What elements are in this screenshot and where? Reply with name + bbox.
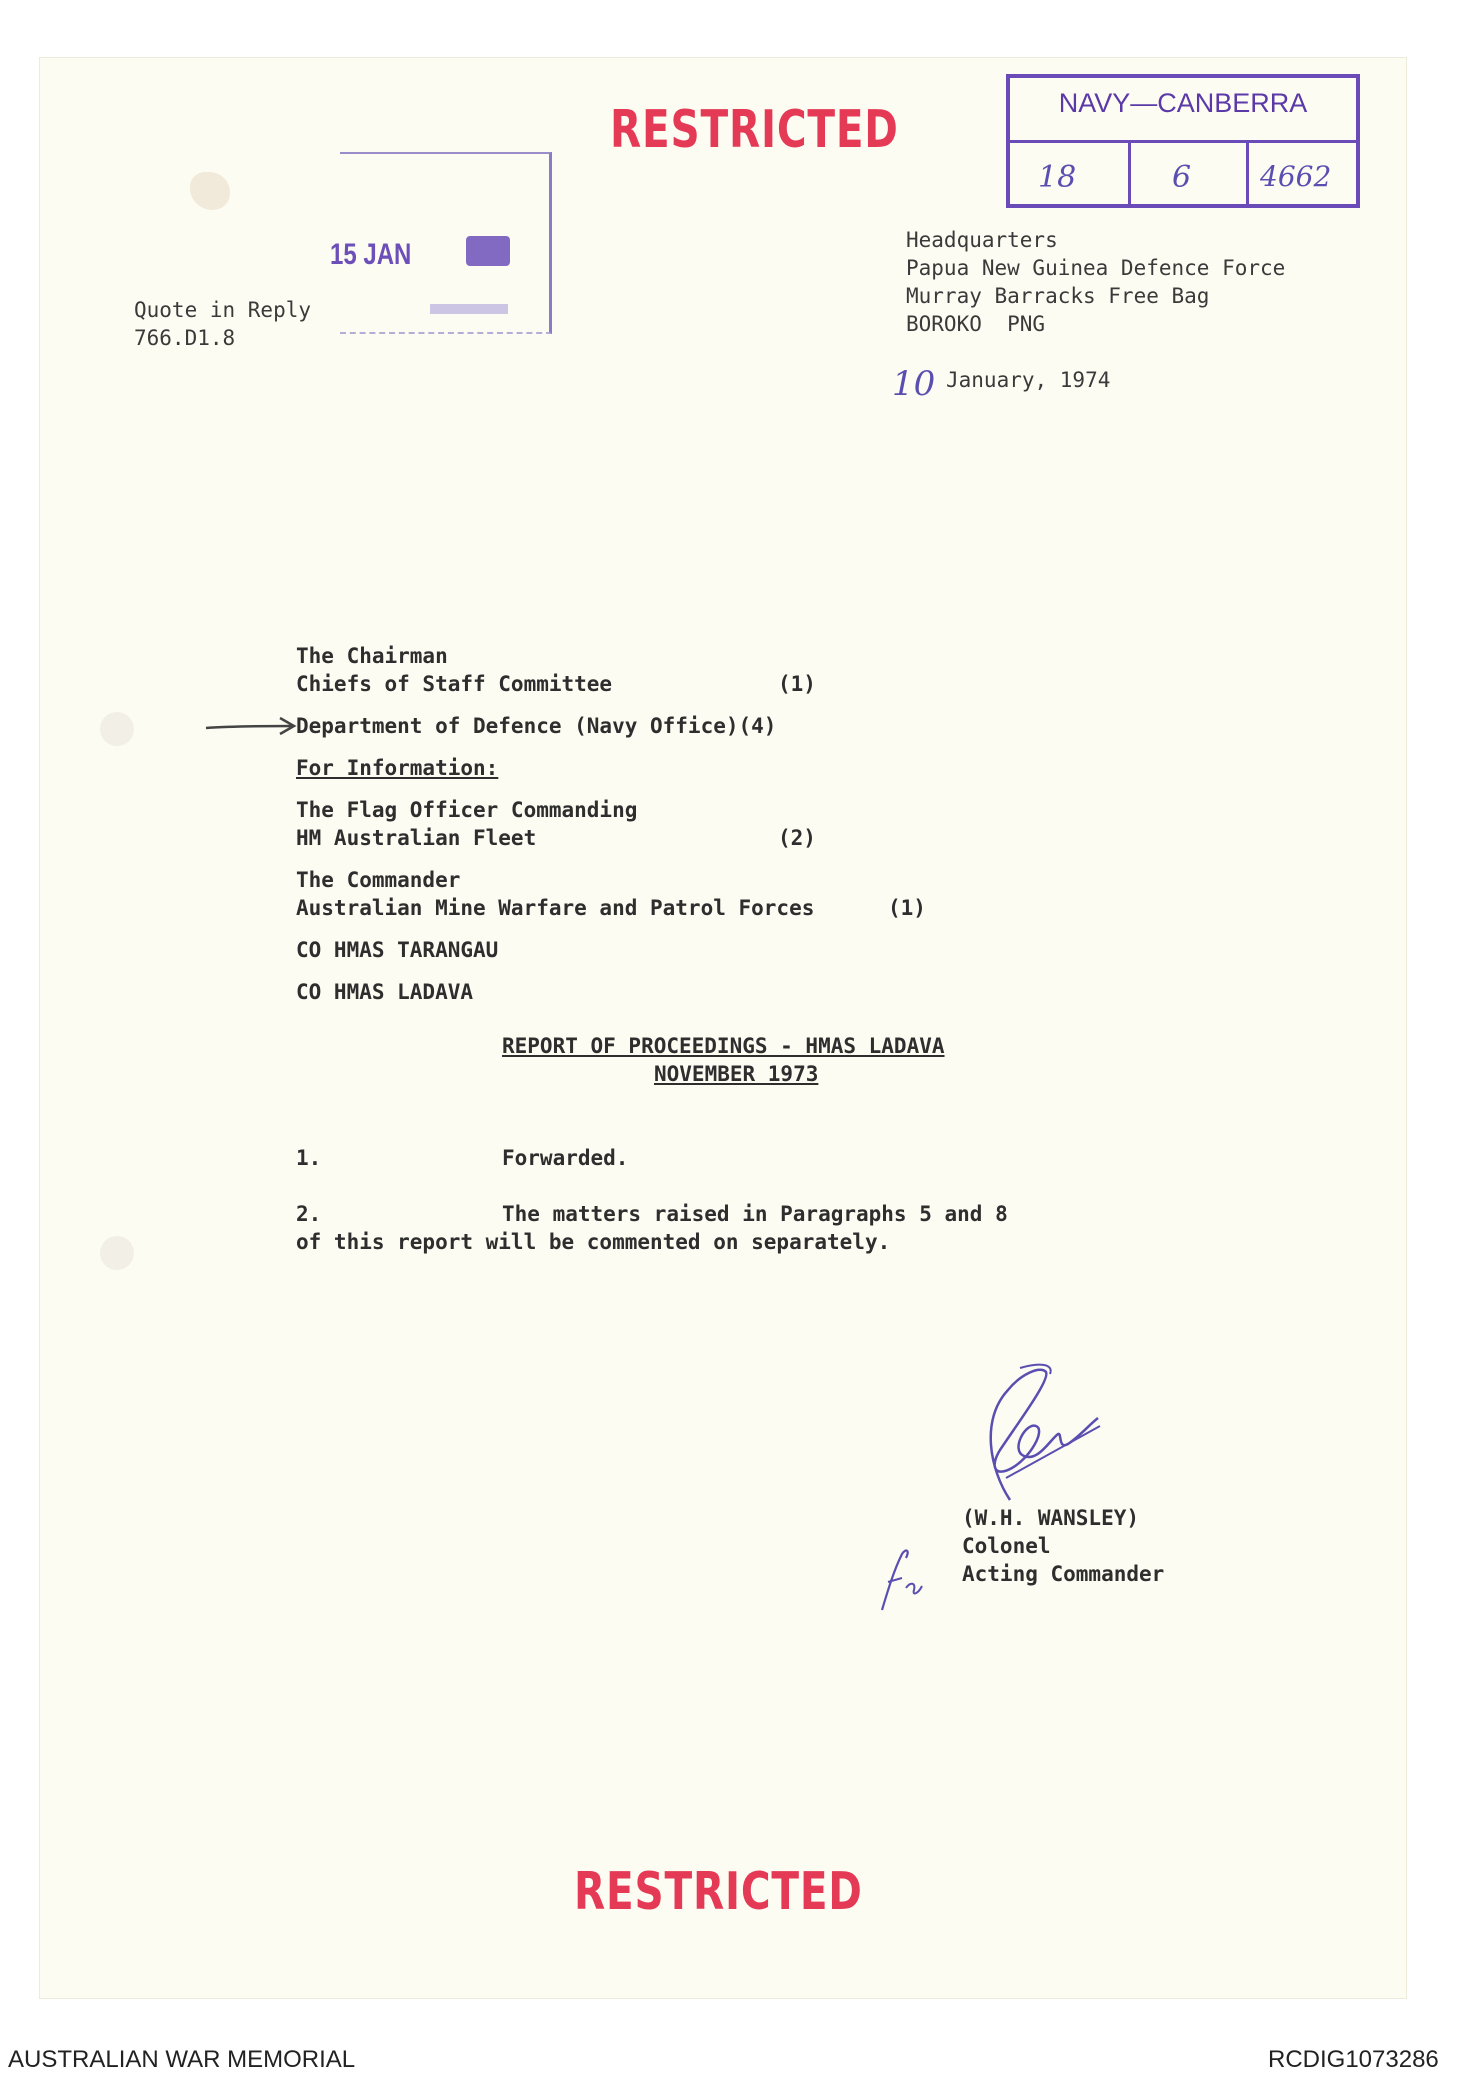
registry-stamp-title: NAVY—CANBERRA — [1058, 88, 1308, 118]
signatory-title: Acting Commander — [962, 1562, 1165, 1586]
restricted-stamp-bottom: RESTRICTED — [574, 1862, 863, 1922]
info-recipient-4: CO HMAS LADAVA — [296, 980, 474, 1004]
received-date: 15 JAN — [330, 238, 412, 271]
subject-line-1: REPORT OF PROCEEDINGS - HMAS LADAVA — [502, 1034, 945, 1058]
for-annotation-mark — [876, 1542, 936, 1614]
paragraph-1-text: Forwarded. — [502, 1146, 629, 1170]
reference-label: Quote in Reply — [134, 298, 312, 322]
address-line-1: Headquarters — [906, 228, 1058, 252]
address-line-2: Papua New Guinea Defence Force — [906, 256, 1286, 280]
recipient-line-2-copies: (1) — [778, 672, 816, 696]
signatory-name: (W.H. WANSLEY) — [962, 1506, 1140, 1530]
received-date-stamp — [330, 152, 552, 334]
registry-cell-1: 18 — [1038, 160, 1077, 195]
info-recipient-2a: The Commander — [296, 868, 461, 892]
recipient-line-1: The Chairman — [296, 644, 448, 668]
recipient-line-2: Chiefs of Staff Committee — [296, 672, 613, 696]
signatory-rank: Colonel — [962, 1534, 1051, 1558]
restricted-stamp-top: RESTRICTED — [610, 100, 899, 160]
arrow-pointer-icon — [204, 714, 298, 738]
info-recipient-1a: The Flag Officer Commanding — [296, 798, 638, 822]
reference-number: 766.D1.8 — [134, 326, 236, 350]
address-line-4: BOROKO PNG — [906, 312, 1046, 336]
registry-cell-2: 6 — [1172, 160, 1192, 195]
recipient-line-3: Department of Defence (Navy Office)(4) — [296, 714, 777, 738]
paragraph-2-text-line-1: The matters raised in Paragraphs 5 and 8 — [502, 1202, 1008, 1226]
info-recipient-3: CO HMAS TARANGAU — [296, 938, 499, 962]
date-text: January, 1974 — [946, 368, 1111, 392]
for-information-heading: For Information: — [296, 756, 499, 780]
punch-hole-lower — [100, 1236, 134, 1270]
punch-hole-upper — [100, 712, 134, 746]
info-recipient-2-copies: (1) — [888, 896, 926, 920]
paragraph-1-number: 1. — [296, 1146, 322, 1170]
handwritten-signature — [950, 1360, 1110, 1510]
info-recipient-1b: HM Australian Fleet — [296, 826, 537, 850]
info-recipient-2b: Australian Mine Warfare and Patrol Forces — [296, 896, 815, 920]
paragraph-2-number: 2. — [296, 1202, 322, 1226]
footer-archive-name: AUSTRALIAN WAR MEMORIAL — [8, 2046, 356, 2073]
info-recipient-1-copies: (2) — [778, 826, 816, 850]
subject-line-2: NOVEMBER 1973 — [654, 1062, 819, 1086]
address-line-3: Murray Barracks Free Bag — [906, 284, 1210, 308]
footer-record-id: RCDIG1073286 — [1268, 2046, 1439, 2073]
document-page — [40, 58, 1406, 1998]
navy-registry-stamp — [1006, 74, 1360, 208]
date-day: 10 — [892, 364, 936, 404]
paragraph-2-text-line-2: of this report will be commented on separately. — [296, 1230, 891, 1254]
registry-cell-3: 4662 — [1260, 160, 1332, 193]
